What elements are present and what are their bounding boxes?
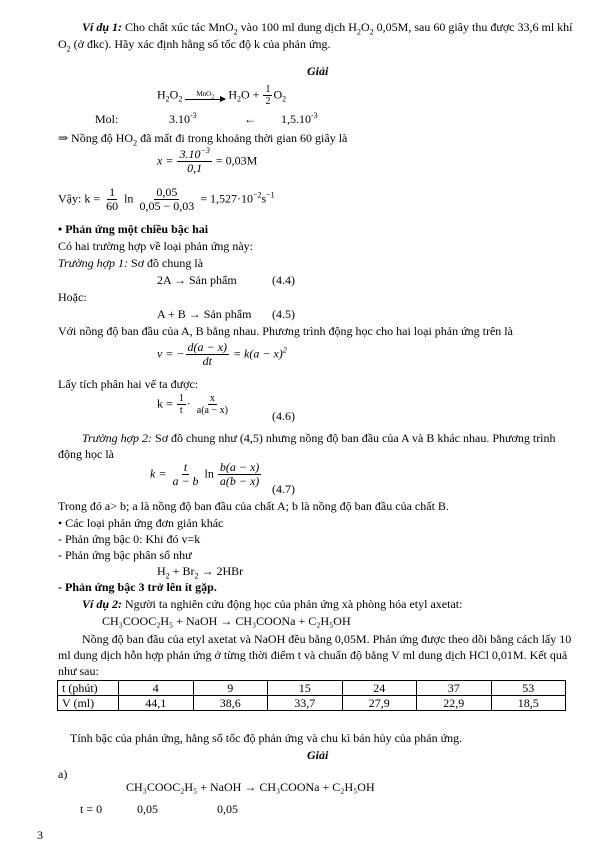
example1-line2: $O_2$ (ở đkc). Hãy xác định hằng số tốc độ k của phản ứng. — [58, 37, 331, 54]
table-cell: 4 — [119, 681, 194, 696]
case2-line: Trường hợp 2: Sơ đồ chung như (4,5) nhưng nồng độ ban đầu của A và B khác nhau. Phương trình — [82, 431, 556, 445]
conc-text: ⇒ Nồng độ $HO_2$ đã mất đi trong khoảng thời gian 60 giây là — [58, 131, 348, 148]
eq47-number: (4.7) — [272, 482, 295, 496]
example1-reaction: $H_2O_2$ MnO$_2$ $H_2O$ + $\frac{1}{2}$ $O_2$ — [157, 84, 287, 107]
eq45: A + B → Sản phẩm — [157, 307, 252, 321]
mol-left: $3.10^{-3}$ — [169, 111, 197, 126]
example2-solution-title: Giải — [307, 748, 329, 762]
t0-value-1: 0,05 — [137, 802, 158, 816]
mol-right: $1,5.10^{-3}$ — [281, 111, 318, 126]
table-cell: 9 — [193, 681, 268, 696]
table-cell: 33,7 — [268, 696, 343, 711]
table-cell: 15 — [268, 681, 343, 696]
example2-para2: ml dung dịch hỗn hợp phản ứng ở từng thời điểm t và chuẩn độ bằng V ml dung dịch HCl 0,01M. Kết quả — [58, 648, 568, 662]
table-row-time — [58, 681, 566, 696]
mol-arrow: ← — [244, 112, 256, 126]
example2-reaction2: CH₃COOC₂H₅ + NaOH → CH₃COONa + C₂H₅OH — [126, 780, 375, 794]
table-cell: 24 — [342, 681, 417, 696]
rate-equation: v = − $\frac{d(a - x)}{dt}$ = $k(a - x)^2$ — [157, 340, 287, 368]
data-table — [57, 680, 566, 711]
eq47: k = $\frac{t}{a - b}$ ln $\frac{b(a - x)}{a(b - x)}$ — [150, 460, 260, 488]
second-order-intro: Có hai trường hợp về loại phản ứng này: — [58, 239, 253, 253]
table-cell: 37 — [417, 681, 492, 696]
eq46-number: (4.6) — [272, 409, 295, 423]
eq46: k = $\frac{1}{t}$ · $\frac{x}{a(a - x)}$ — [157, 393, 228, 416]
t0-label: t = 0 — [80, 802, 103, 816]
table-header-volume: V (ml) — [58, 696, 119, 711]
table-cell: 22,9 — [417, 696, 492, 711]
hoac-label: Hoặc: — [58, 290, 87, 304]
hbr-equation: $H_2 + Br_2 \to 2HBr$ — [157, 564, 244, 581]
part-a-label: a) — [58, 767, 68, 781]
where-text: Trong đó a> b; a là nồng độ ban đầu của chất A; b là nồng độ ban đầu của chất B. — [58, 499, 449, 513]
example2-line: Ví dụ 2: Người ta nghiên cứu động học của phản ứng xà phòng hóa etyl axetat: — [82, 597, 463, 611]
table-cell: 53 — [491, 681, 566, 696]
x-equation: x = $\frac{3.10^{-3}}{0,1}$ = 0,03M — [157, 146, 258, 175]
example2-question: Tính bậc của phản ứng, hằng số tốc độ phản ứng và chu kì bán hủy của phản ứng. — [70, 731, 463, 745]
page-number: 3 — [37, 828, 43, 842]
catalyst-arrow: MnO$_2$ — [185, 91, 225, 100]
example1-solution-title: Giải — [307, 64, 329, 78]
table-cell: 27,9 — [342, 696, 417, 711]
example2-para3: như sau: — [58, 664, 99, 678]
second-order-heading: • Phản ứng một chiều bậc hai — [58, 222, 209, 236]
example1-line1: Ví dụ 1: Cho chất xúc tác MnO$_2$ vào 100 ml dung dịch $H_2O_2$ 0,05M, sau 60 giây thu được 33,6 ml khí — [82, 20, 573, 37]
table-header-time: t (phút) — [58, 681, 119, 696]
integral-text: Lấy tích phân hai vế ta được: — [58, 377, 199, 391]
k-result-equation: Vậy: k = $\frac{1}{60}$ ln $\frac{0,05}{0,05 - 0,03}$ = $1,527\cdot 10^{-2}s^{-1}$ — [58, 185, 275, 213]
case1-line: Trường hợp 1: Sơ đồ chung là — [58, 256, 204, 270]
example2-para1: Nồng độ ban đầu của etyl axetat và NaOH đều bằng 0,05M. Phản ứng được theo dõi bằng cách lấy 10 — [82, 632, 572, 646]
eq44-number: (4.4) — [272, 273, 295, 287]
table-cell: 18,5 — [491, 696, 566, 711]
fraction-order: - Phản ứng bậc phân số như — [58, 548, 192, 562]
mol-label: Mol: — [95, 112, 119, 126]
zero-order: - Phản ứng bậc 0: Khi đó v=k — [58, 532, 201, 546]
example2-reaction: CH₃COOC₂H₅ + NaOH → CH₃COONa + C₂H₅OH — [102, 614, 351, 628]
simple-types: • Các loại phản ứng đơn giản khác — [58, 516, 224, 530]
table-row-volume — [58, 696, 566, 711]
case2-line2: động học là — [58, 447, 114, 461]
eq44: 2A → Sản phẩm — [157, 273, 237, 287]
table-cell: 44,1 — [119, 696, 194, 711]
same-conc-text: Với nồng độ ban đầu của A, B bằng nhau. Phương trình động học cho hai loại phản ứng trên là — [58, 324, 513, 338]
eq45-number: (4.5) — [272, 307, 295, 321]
third-order: - Phản ứng bậc 3 trở lên ít gặp. — [58, 580, 217, 594]
example1-label: Ví dụ 1: — [82, 20, 123, 34]
t0-value-2: 0,05 — [217, 802, 238, 816]
table-cell: 38,6 — [193, 696, 268, 711]
